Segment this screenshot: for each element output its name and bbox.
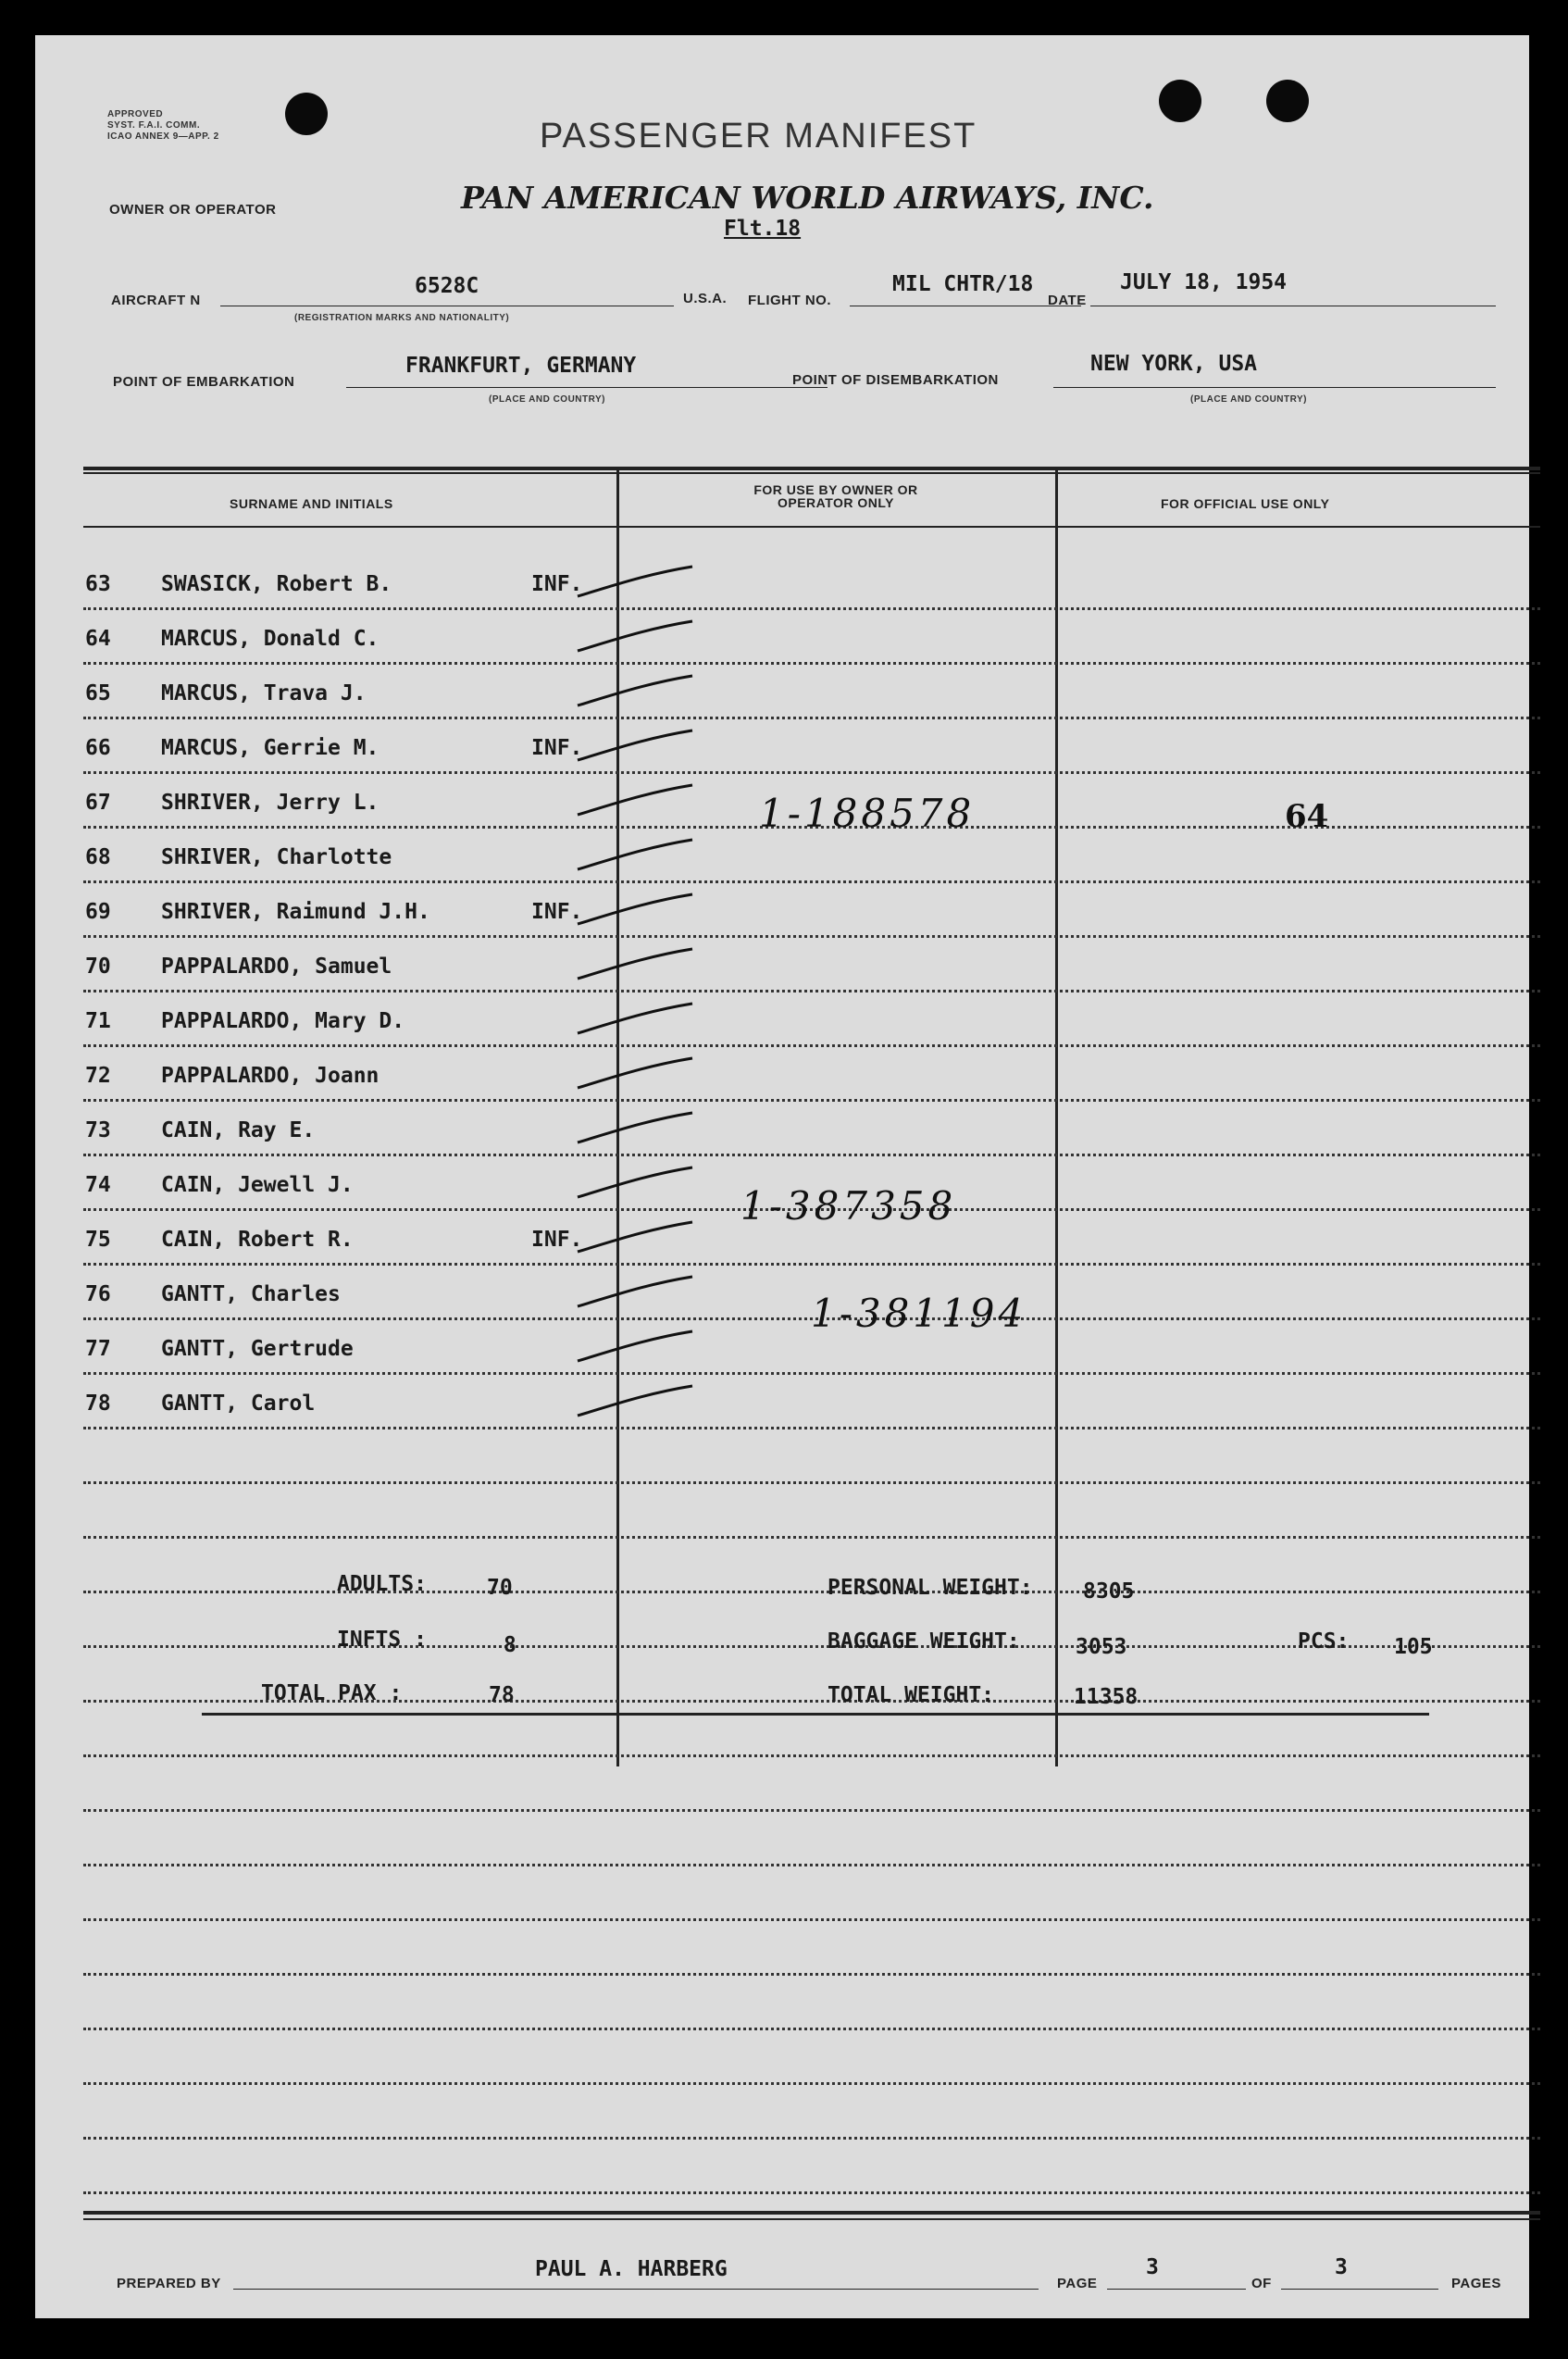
infant-marker: INF.	[531, 1228, 583, 1252]
passenger-name: PAPPALARDO, Mary D.	[161, 1009, 405, 1033]
personal-weight-label: PERSONAL WEIGHT:	[828, 1576, 1033, 1600]
check-stroke	[572, 887, 702, 933]
ruled-line	[83, 935, 1540, 938]
row-number: 70	[85, 955, 111, 979]
total-weight-label: TOTAL WEIGHT:	[828, 1683, 995, 1707]
column-divider	[1055, 470, 1058, 1766]
pieces-label: PCS:	[1298, 1629, 1350, 1654]
ruled-line	[83, 1099, 1540, 1102]
row-number: 64	[85, 627, 111, 651]
row-number: 68	[85, 845, 111, 869]
row-number: 71	[85, 1009, 111, 1033]
ruled-line	[83, 1754, 1540, 1757]
baggage-weight-value: 3053	[1076, 1635, 1127, 1659]
passenger-name: MARCUS, Donald C.	[161, 627, 380, 651]
ruled-line	[83, 771, 1540, 774]
check-stroke	[572, 778, 702, 824]
check-stroke	[572, 996, 702, 1042]
passenger-name: MARCUS, Trava J.	[161, 681, 367, 705]
row-number: 65	[85, 681, 111, 705]
check-stroke	[572, 1379, 702, 1425]
adults-value: 70	[487, 1576, 513, 1600]
check-stroke	[572, 1324, 702, 1370]
table-bottom-rule	[83, 2211, 1540, 2215]
passenger-name: CAIN, Jewell J.	[161, 1173, 354, 1197]
infant-marker: INF.	[531, 736, 583, 760]
check-stroke	[572, 668, 702, 715]
usa-label: U.S.A.	[683, 291, 728, 306]
ruled-line	[83, 1427, 1540, 1429]
row-number: 69	[85, 900, 111, 924]
embark-label: POINT OF EMBARKATION	[113, 374, 295, 390]
pages-label: PAGES	[1451, 2276, 1501, 2291]
passenger-name: SWASICK, Robert B.	[161, 572, 392, 596]
check-stroke	[572, 1105, 702, 1152]
check-stroke	[572, 1051, 702, 1097]
passenger-name: GANTT, Charles	[161, 1282, 341, 1306]
ruled-line	[83, 1372, 1540, 1375]
ruled-line	[83, 717, 1540, 719]
infant-marker: INF.	[531, 900, 583, 924]
date-label: DATE	[1048, 293, 1087, 308]
handwritten-ticket-number: 1-387358	[740, 1183, 957, 1229]
personal-weight-value: 8305	[1083, 1579, 1135, 1604]
form-stamp: APPROVED SYST. F.A.I. COMM. ICAO ANNEX 9—APP. 2	[107, 109, 219, 142]
total-pax-label: TOTAL PAX :	[261, 1681, 403, 1705]
place-caption: (PLACE AND COUNTRY)	[489, 394, 605, 405]
ruled-line	[83, 1536, 1540, 1539]
disembark-label: POINT OF DISEMBARKATION	[792, 372, 999, 388]
ruled-line	[83, 2191, 1540, 2194]
page-title: PASSENGER MANIFEST	[540, 117, 977, 156]
ruled-line	[83, 1481, 1540, 1484]
operator-name: PAN AMERICAN WORLD AIRWAYS, INC.	[461, 180, 1154, 216]
place-caption: (PLACE AND COUNTRY)	[1190, 394, 1307, 405]
flight-ref: Flt.18	[724, 217, 802, 241]
infants-label: INFTS :	[337, 1628, 427, 1652]
row-number: 72	[85, 1064, 111, 1088]
handwritten-ticket-number: 1-381194	[811, 1291, 1027, 1336]
passenger-name: PAPPALARDO, Samuel	[161, 955, 392, 979]
passenger-name: GANTT, Gertrude	[161, 1337, 354, 1361]
row-number: 67	[85, 791, 111, 815]
official-use-column-header: FOR OFFICIAL USE ONLY	[1161, 496, 1330, 511]
page-total: 3	[1335, 2255, 1348, 2279]
flight-number: MIL CHTR/18	[892, 272, 1034, 296]
check-stroke	[572, 1215, 702, 1261]
row-number: 78	[85, 1392, 111, 1416]
row-number: 73	[85, 1118, 111, 1142]
of-label: OF	[1251, 2276, 1272, 2291]
passenger-name: GANTT, Carol	[161, 1392, 316, 1416]
totals-rule	[202, 1713, 1429, 1716]
ruled-line	[83, 1591, 1540, 1593]
baggage-weight-label: BAGGAGE WEIGHT:	[828, 1629, 1020, 1654]
infants-value: 8	[504, 1633, 516, 1657]
manifest-sheet	[35, 35, 1529, 2318]
passenger-name: SHRIVER, Raimund J.H.	[161, 900, 430, 924]
punch-hole	[1159, 80, 1201, 122]
check-stroke	[572, 723, 702, 769]
ruled-line	[83, 2028, 1540, 2030]
aircraft-label: AIRCRAFT N	[111, 293, 201, 308]
total-weight-value: 11358	[1074, 1685, 1139, 1709]
ruled-line	[83, 2082, 1540, 2085]
ruled-line	[83, 1044, 1540, 1047]
surname-column-header: SURNAME AND INITIALS	[230, 496, 393, 511]
row-number: 63	[85, 572, 111, 596]
handwritten-ticket-number: 1-188578	[759, 791, 976, 836]
ruled-line	[83, 1809, 1540, 1812]
prepared-by: PAUL A. HARBERG	[535, 2257, 728, 2281]
aircraft-number: 6528C	[415, 274, 479, 298]
check-stroke	[572, 832, 702, 879]
registration-caption: (REGISTRATION MARKS AND NATIONALITY)	[294, 313, 510, 323]
adults-label: ADULTS:	[337, 1572, 427, 1596]
flight-label: FLIGHT NO.	[748, 293, 831, 308]
ruled-line	[83, 662, 1540, 665]
embark-place: FRANKFURT, GERMANY	[405, 354, 637, 378]
ruled-line	[83, 1973, 1540, 1976]
ruled-line	[83, 990, 1540, 992]
pieces-value: 105	[1394, 1635, 1433, 1659]
ruled-line	[83, 1263, 1540, 1266]
page-label: PAGE	[1057, 2276, 1098, 2291]
owner-use-column-header: FOR USE BY OWNER OR OPERATOR ONLY	[753, 482, 918, 510]
ruled-line	[83, 1918, 1540, 1921]
ruled-line	[83, 1154, 1540, 1156]
passenger-name: MARCUS, Gerrie M.	[161, 736, 380, 760]
disembark-place: NEW YORK, USA	[1090, 352, 1258, 376]
passenger-name: SHRIVER, Jerry L.	[161, 791, 380, 815]
ruled-line	[83, 1864, 1540, 1866]
row-number: 77	[85, 1337, 111, 1361]
page-number: 3	[1146, 2255, 1159, 2279]
table-top-rule	[83, 467, 1540, 470]
punch-hole	[1266, 80, 1309, 122]
row-number: 66	[85, 736, 111, 760]
ruled-line	[83, 2137, 1540, 2140]
row-number: 76	[85, 1282, 111, 1306]
passenger-name: CAIN, Robert R.	[161, 1228, 354, 1252]
check-stroke	[572, 559, 702, 605]
official-count: 64	[1285, 798, 1329, 835]
passenger-name: SHRIVER, Charlotte	[161, 845, 392, 869]
ruled-line	[83, 607, 1540, 610]
passenger-name: CAIN, Ray E.	[161, 1118, 316, 1142]
check-stroke	[572, 1160, 702, 1206]
check-stroke	[572, 1269, 702, 1316]
row-number: 75	[85, 1228, 111, 1252]
punch-hole	[285, 93, 328, 135]
passenger-name: PAPPALARDO, Joann	[161, 1064, 380, 1088]
total-pax-value: 78	[489, 1683, 515, 1707]
check-stroke	[572, 614, 702, 660]
infant-marker: INF.	[531, 572, 583, 596]
prepared-label: PREPARED BY	[117, 2276, 221, 2291]
row-number: 74	[85, 1173, 111, 1197]
owner-label: OWNER OR OPERATOR	[109, 202, 277, 218]
ruled-line	[83, 880, 1540, 883]
check-stroke	[572, 942, 702, 988]
flight-date: JULY 18, 1954	[1120, 270, 1288, 294]
